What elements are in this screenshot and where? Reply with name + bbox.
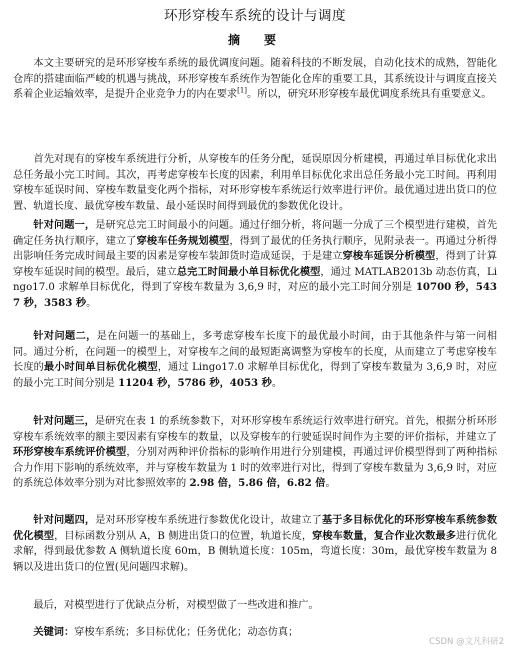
q1-text-f: 。 [86,297,97,309]
q1-text-c: ，得到了最优的任务执行顺序，见附录表一。再通过分析得出影响任务完成时间最主要的因素是穿梭车装卸货时造成延误，于是建立 [13,235,498,263]
q1-text-a: 是研究总完工时间最小的问题。通过仔细分析，将问题一分成了三个模型进行建模，首先确定任务执行顺序，建立了 [13,220,498,247]
q4-text-a: 是对环形穿梭车系统进行参数优化设计，故建立了 [95,515,322,526]
abstract-paragraph-q3 [13,414,497,492]
q3-lead: 针对问题三， [33,415,95,427]
source-watermark: CSDN @文凡科研2 [429,637,504,647]
keywords-label: 关键词： [33,626,75,638]
abstract-heading: 摘 要 [227,33,282,47]
q4-model: 基于多目标优化的环形穿梭车系统参数优化模型 [13,514,498,542]
q1-model-3: 总完工时间最小单目标优化模型 [176,265,321,278]
q3-text-a: 是研究在表 1 的系统参数下，对环形穿梭车系统运行效率进行研究。首先，根据分析环形穿梭车系统效率的额主要因素有穿梭车的数量，以及穿梭车的行驶延误时间作为主要的评价指标，并建立了 [13,416,497,443]
q2-text-f: 。 [271,377,283,389]
abstract-paragraph-q2 [13,329,497,391]
q2-model: 最小时间单目标优化模型 [44,361,158,374]
q3-model: 环形穿梭车系统评价模型 [13,446,127,459]
q2-text-c: ，通过 Lingo17.0 求解单目标优化，得到了穿梭车数量为 3,6,9 时，对应的最小完工时间分别是 [13,362,498,389]
q1-text-e: ，通过 MATLAB2013b 动态仿真，Lingo17.0 求解单目标优化，得到了穿梭车数量为 3,6,9 时，对应的最小完工时间分别是 [13,266,497,294]
abstract-paragraph-overview: 首先对现有的穿梭车系统进行分析，从穿梭车的任务分配，延误原因分析建模，再通过单目标优化求出总任务最小完工时间。其次，再考虑穿梭车长度的因素，利用单目标优化求出总任务最小完工时间。再利用穿梭车延误时间、穿梭车数量变化两个指标，对环形穿梭车系统运行效率进行评价。最优通过进出货口的位置、轨道长度、最优穿梭车数量、最小延误时间得到最优的参数优化设计。 [13,154,497,212]
paper-title: 环形穿梭车系统的设计与调度 [164,8,346,24]
q2-result: 11204 秒，5786 秒，4053 秒 [118,376,272,389]
abstract-paragraph-q1 [13,218,497,312]
abstract-paragraph-conclusion: 最后，对模型进行了优缺点分析，对模型做了一些改进和推广。 [33,600,319,611]
q2-text-a: 是在问题一的基础上，多考虑穿梭车长度下的最优最小时间，由于其他条件与第一问相同。通过分析，在问题一的模型上，对穿梭车之间的最短距离调整为穿梭车的长度，从而建立了考虑穿梭车长度的 [13,331,498,374]
q2-lead: 针对问题二， [33,330,97,342]
intro-text: 本文主要研究的是环形穿梭车系统的最优调度问题。随着科技的不断发展，自动化技术的成熟，智能化仓库的搭建面临严峻的机遇与挑战，环形穿梭车系统作为智能化仓库的重要工具，其系统设计与调度直接关系着企业运输效率，是提升企业竞争力的内在要求 [13,58,497,101]
q3-text-f: 。 [325,478,336,490]
abstract-paragraph-intro [13,56,497,103]
keywords-line [13,625,497,641]
intro-text-tail: 。所以，研究环形穿梭车最优调度系统具有重要意义。 [247,89,492,101]
citation-ref[interactable]: [1] [237,86,248,95]
q1-text-d: ，得到了计算穿梭车延误时间的模型。最后，建立 [13,251,498,278]
keywords-text: 穿梭车系统；多目标优化；任务优化；动态仿真； [74,627,299,638]
q1-lead: 针对问题一， [33,219,96,231]
abstract-paragraph-q4 [13,513,497,575]
q4-objective: 穿梭车数量，复合作业次数最多 [312,529,456,542]
q3-text-c: ，分别对两种评价指标的影响作用进行分别建模，再通过评价模型得到了两种指标合力作用下影响的系统效率，并与穿梭车数量为 1 时的效率进行对比，得到了穿梭车数量为 3,6,9 时，对应的系统总体效率分别为对比参照效率的 [13,447,498,490]
q4-lead: 针对问题四， [33,514,96,526]
q1-model-2: 穿梭车延误分析模型 [342,250,436,263]
q3-result: 2.98 倍，5.86 倍，6.82 倍 [189,477,326,490]
q1-model-1: 穿梭车任务规划模型 [136,234,230,247]
q1-result: 10700 秒，5437 秒，3583 秒 [13,281,497,309]
q4-text-d: 进行优化求解，得到最优参数 A 侧轨道长度 60m，B 侧轨道长度：105m，弯道长度：30m，最优穿梭车数量为 8 辆以及进出货口的位置(见问题四求解)。 [13,530,498,573]
q4-text-c: ，目标函数分别从 A，B 侧进出货口的位置，轨道长度， [54,530,313,542]
